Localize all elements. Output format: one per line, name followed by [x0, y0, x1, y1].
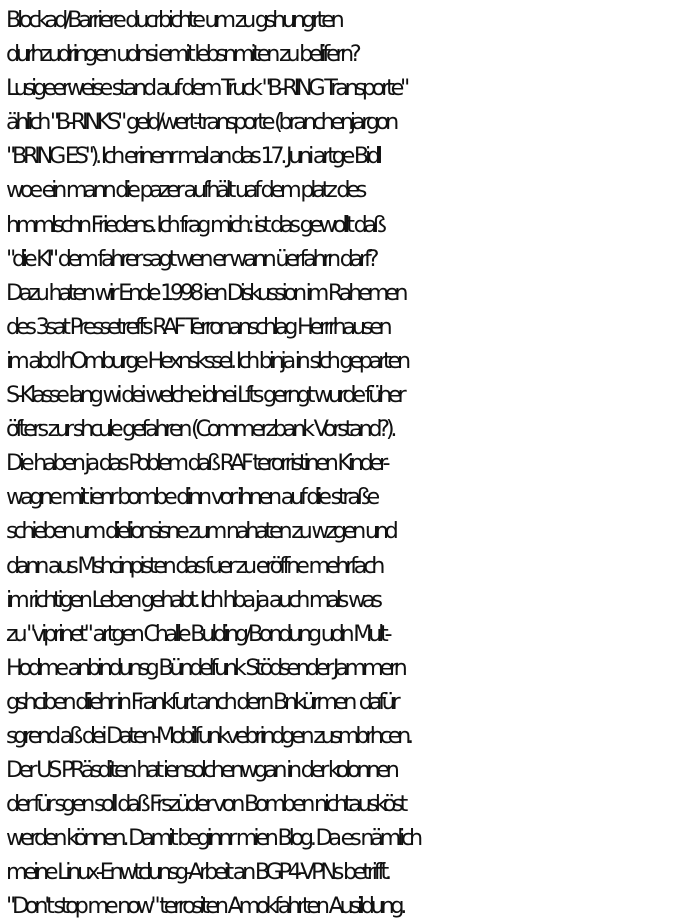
text-line: woe ein mann die pazer aufhält uaf dem platz des [6, 177, 364, 204]
text-line: durhzudringen udnsi emit lebsnmiten zu belifern? [6, 41, 358, 68]
text-line: ählich "B-RINKS" geld/wert-transporte (branchenjargon [6, 109, 395, 136]
text-line: schieben um dielionsisne zum nahaten zu wzgen und [6, 518, 395, 545]
text-line: S-Klasse lang wi dei welche idnei Lfts gerngt wurde füher [6, 382, 403, 409]
document-body [6, 3, 682, 924]
text-line: Lusigeerweise stand auf dem Truck "B-RING Transporte" [6, 75, 407, 102]
text-line: "die KI" dem fahrer sagt wen er wann üerfahrn darf? [6, 245, 376, 272]
text-line: Blockad/Barriere ducrbichte um zu gshungrten [6, 7, 341, 33]
text-line: hmmlschn Friedens. Ich frag mich: ist das gewollt daß [6, 211, 383, 238]
text-line: meine Linux-Enwtclunsg-Arbeit an BGP4-VPNs betrifft. [6, 859, 388, 886]
text-line: im abd hOmburge Hexnskssel. Ich binja in slch geparten [6, 347, 407, 374]
text-line: Dazu haten wir Ende 1998 ien Diskussion im Rahemen [6, 279, 405, 306]
text-line: "Don't stop me now" terrositen Amokfahrten Ausildung. [6, 893, 404, 920]
text-line: gshciben diiehr in Frankfurt anch dern Bnkürmen dafür [6, 688, 397, 715]
text-line: "BRING ES"). Ich erinenr mal an das 17. Juni artge Bidl [6, 143, 379, 170]
text-line: des 3sat Pressetreffs RAF Terronanschlag Herrrhausen [6, 313, 389, 340]
text-line: Der US PRäsditen hat iensolchenwgan in der kolonnen [6, 757, 396, 784]
text-line: Hodme anbindunsg Bündelfunk Stödsender Jammern [6, 654, 404, 681]
text-line: zu "viprinet" artgen Challe Bulding/Bondung udn Mult- [6, 620, 389, 647]
text-line: wagne mit ienr bombe dinn vor ihnen auf die straße [6, 484, 377, 511]
text-line: Die haben ja das Poblem daß RAF terorristinen Kinder- [6, 450, 387, 477]
text-line: werden können. Damit beginnr mien Blog. Da es nämlich [6, 825, 419, 852]
text-line: der für sgen soll daß Frszüder von Bomben nichtausköst [6, 791, 404, 818]
text-line: dann aus Mshcinpisten das fuer zu eröffne mehrfach [6, 552, 382, 579]
text-line: im richtigen Leben gehabt. Ich hba ja auch mals was [6, 586, 379, 613]
text-line: öfters zur shcule gefahren (Commerzbank Vorstand?). [6, 416, 394, 443]
text-line: sgrend aß dei Daten-Mobilfunkvebrindgen zusmbrhcen. [6, 722, 410, 749]
